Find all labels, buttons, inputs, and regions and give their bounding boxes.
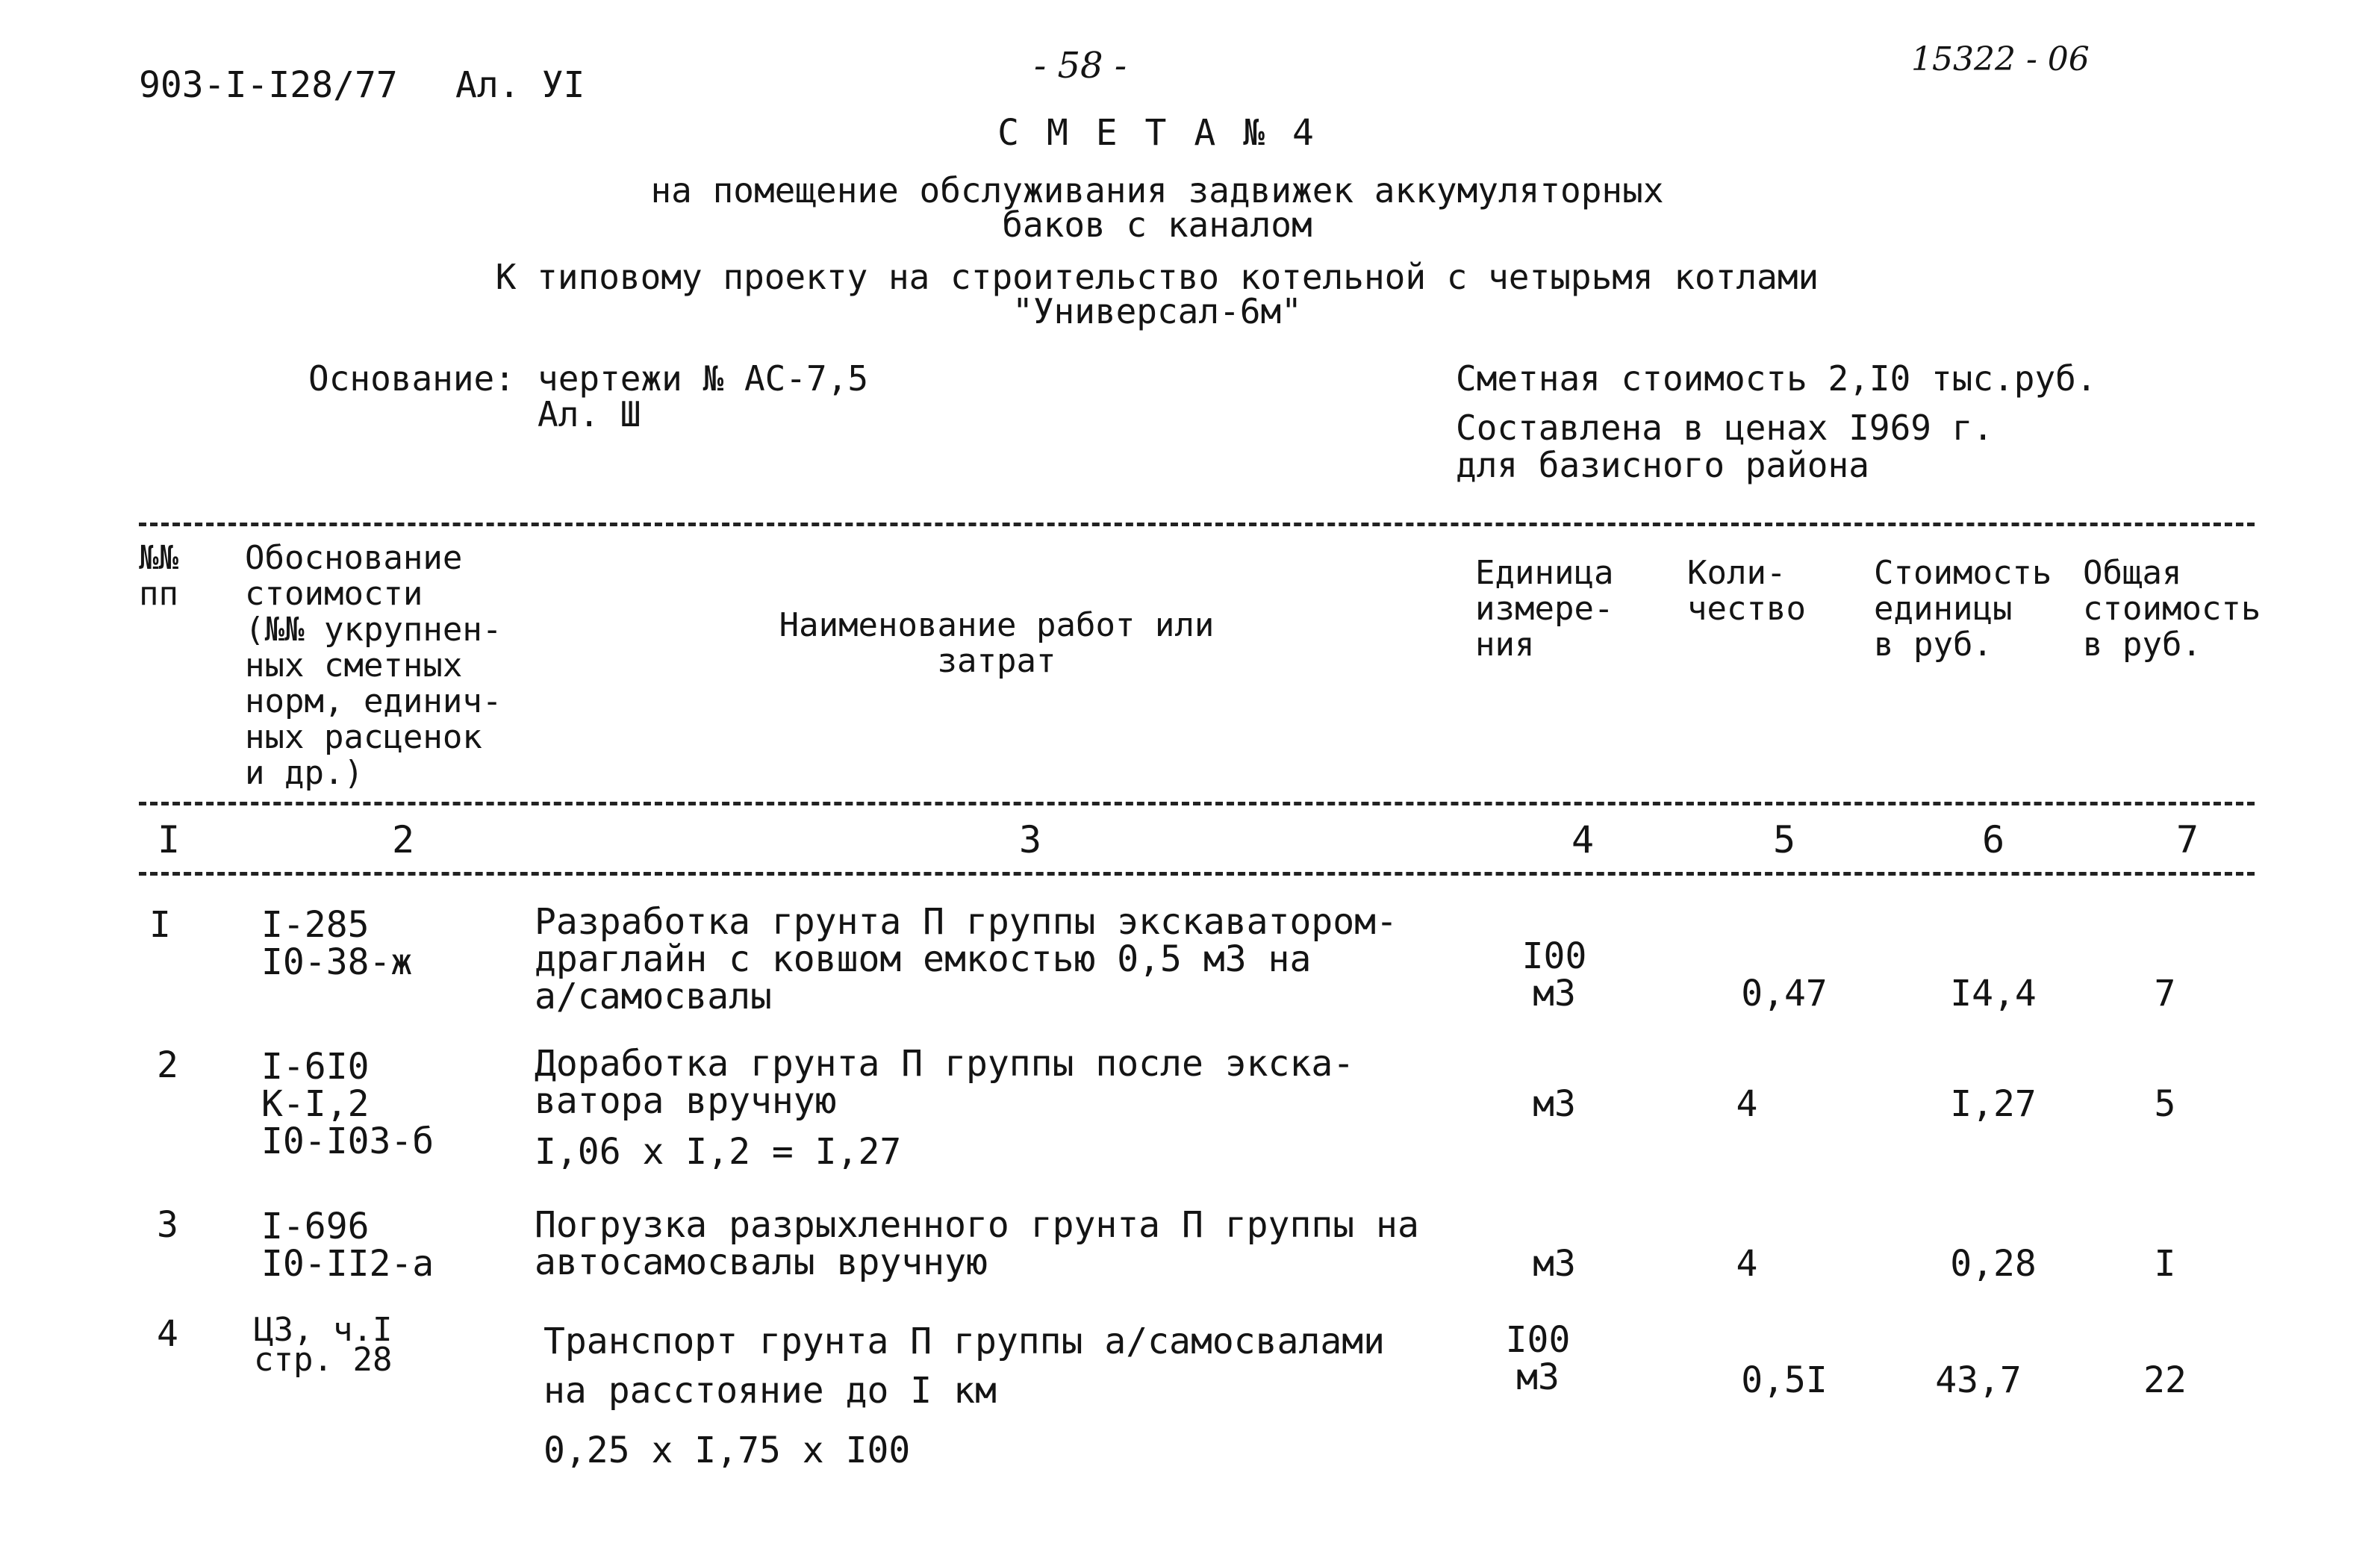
estimate-subtitle-line1: на помещение обслуживания задвижек аккумуляторных — [650, 170, 1664, 211]
row-4-total: 22 — [2143, 1359, 2187, 1401]
row-3-unit-cost: 0,28 — [1950, 1243, 2037, 1285]
column-header-name: Наименование работ или затрат — [779, 606, 1215, 680]
row-4-unit: I00 м3 — [1505, 1319, 1571, 1398]
row-2-total: 5 — [2154, 1083, 2176, 1125]
row-3-total: I — [2154, 1243, 2176, 1285]
table-top-rule — [139, 523, 2255, 526]
column-header-basis: Обоснование стоимости (№№ укрупнен- ных сметных норм, единич- ных расценок и др.) — [245, 539, 502, 792]
row-3-no: 3 — [157, 1204, 178, 1246]
row-4-name: Транспорт грунта П группы а/самосвалами на расстояние до I км — [543, 1321, 1386, 1412]
estimate-title: С М Е Т А № 4 — [997, 112, 1317, 154]
row-4-basis: ЦЗ, ч.I стр. 28 — [254, 1311, 393, 1379]
document-code: 903-I-I28/77 — [139, 64, 398, 106]
column-header-no: №№ пп — [139, 539, 178, 613]
row-3-basis: I-696 I0-II2-а — [261, 1206, 434, 1285]
basis-drawings: чертежи № АС-7,5 — [538, 358, 869, 399]
row-4-formula: 0,25 х I,75 х I00 — [543, 1430, 911, 1471]
row-1-basis: I-285 I0-38-ж — [261, 904, 413, 983]
row-1-name: Разработка грунта П группы экскаватором- драглайн с ковшом емкостью 0,5 м3 на а/самосвалы — [535, 901, 1398, 1017]
row-2-name: Доработка грунта П группы после экска- ватора вручную — [535, 1043, 1355, 1122]
row-4-no: 4 — [157, 1313, 178, 1355]
estimated-cost: Сметная стоимость 2,I0 тыс.руб. — [1456, 358, 2097, 399]
column-number: 6 — [1981, 818, 2005, 861]
page-number: - 58 - — [1034, 45, 1127, 87]
column-number: 5 — [1772, 818, 1796, 861]
row-1-unit: I00 м3 — [1521, 935, 1587, 1014]
price-level: Составлена в ценах I969 г. — [1456, 408, 1994, 448]
column-number: 7 — [2175, 818, 2199, 861]
row-2-unit-cost: I,27 — [1950, 1083, 2037, 1125]
project-line1: К типовому проекту на строительство котельной с четырьмя котлами — [495, 257, 1819, 297]
basis-label: Основание: — [308, 358, 515, 399]
row-1-no: I — [149, 904, 171, 946]
row-2-basis: I-6I0 К-I,2 I0-I03-б — [261, 1046, 434, 1162]
column-number: 2 — [391, 818, 415, 861]
row-1-qty: 0,47 — [1741, 973, 1828, 1014]
row-2-qty: 4 — [1736, 1083, 1758, 1125]
table-numbers-rule — [139, 872, 2255, 876]
estimate-subtitle-line2: баков с каналом — [1002, 205, 1312, 245]
row-2-no: 2 — [157, 1044, 178, 1086]
column-header-unit-cost: Стоимость единицы в руб. — [1874, 554, 2052, 664]
price-region: для базисного района — [1456, 445, 1869, 485]
project-line2: "Универсал-6м" — [1012, 291, 1302, 331]
column-number: 4 — [1571, 818, 1595, 861]
archive-number: 15322 - 06 — [1911, 40, 2090, 78]
column-header-qty: Коли- чество — [1687, 554, 1806, 628]
album-number: Ал. УI — [455, 64, 585, 106]
basis-album: Ал. Ш — [538, 394, 641, 434]
row-3-qty: 4 — [1736, 1243, 1758, 1285]
row-1-total: 7 — [2154, 973, 2176, 1014]
column-number: 3 — [1018, 818, 1042, 861]
row-2-formula: I,06 х I,2 = I,27 — [535, 1131, 902, 1173]
row-4-unit-cost: 43,7 — [1935, 1359, 2022, 1401]
table-header-rule — [139, 802, 2255, 805]
column-number: I — [157, 818, 181, 861]
row-3-name: Погрузка разрыхленного грунта П группы на автосамосвалы вручную — [535, 1204, 1419, 1283]
column-header-total: Общая стоимость в руб. — [2083, 554, 2261, 664]
row-4-qty: 0,5I — [1741, 1359, 1828, 1401]
row-2-unit: м3 — [1533, 1083, 1576, 1125]
column-header-unit: Единица измере- ния — [1475, 554, 1614, 664]
row-1-unit-cost: I4,4 — [1950, 973, 2037, 1014]
row-3-unit: м3 — [1533, 1243, 1576, 1285]
